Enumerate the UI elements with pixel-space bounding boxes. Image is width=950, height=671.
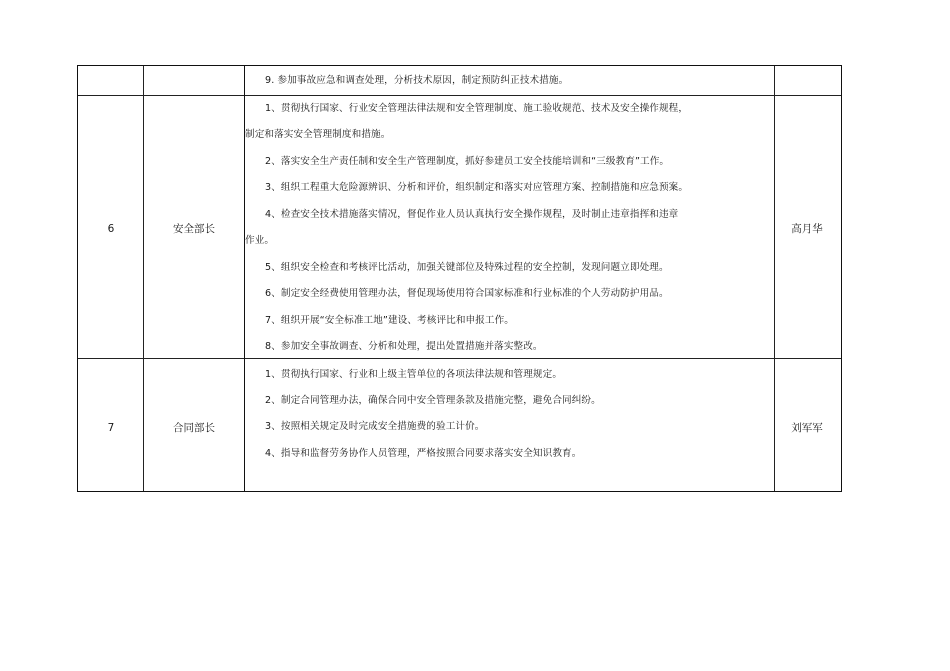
duty-line: 2、制定合同管理办法，确保合同中安全管理条款及措施完整，避免合同纠纷。 (265, 395, 601, 406)
department-cell: 合同部长 (173, 422, 215, 434)
duty-line: 3、按照相关规定及时完成安全措施费的验工计价。 (265, 421, 485, 432)
responsible-person-cell: 刘军军 (791, 422, 823, 434)
duty-line: 4、指导和监督劳务协作人员管理，严格按照合同要求落实安全知识教育。 (265, 448, 582, 459)
row-number: 7 (107, 422, 115, 434)
column-divider (774, 66, 775, 491)
department-cell: 安全部长 (173, 223, 215, 235)
duty-line: 4、检查安全技术措施落实情况，督促作业人员认真执行安全操作规程，及时制止违章指挥和违章 (265, 209, 679, 220)
duty-line: 7、组织开展“安全标准工地”建设、考核评比和申报工作。 (265, 315, 514, 326)
column-divider (143, 66, 144, 491)
duty-line: 8、参加安全事故调查、分析和处理，提出处置措施并落实整改。 (265, 341, 543, 352)
duty-line: 6、制定安全经费使用管理办法，督促现场使用符合国家标准和行业标准的个人劳动防护用品。 (265, 288, 669, 299)
duty-line: 5、组织安全检查和考核评比活动，加强关键部位及特殊过程的安全控制，发现问题立即处理。 (265, 262, 669, 273)
duty-line: 9. 参加事故应急和调查处理，分析技术原因，制定预防纠正技术措施。 (265, 75, 569, 86)
duty-line: 2、落实安全生产责任制和安全生产管理制度，抓好参建员工安全技能培训和“三级教育”工作。 (265, 156, 670, 167)
row-number: 6 (107, 223, 115, 235)
duty-line: 1、贯彻执行国家、行业和上级主管单位的各项法律法规和管理规定。 (265, 369, 563, 380)
duty-line: 作业。 (245, 235, 275, 246)
responsibility-table (77, 65, 842, 492)
row-divider (78, 95, 841, 96)
row-divider (78, 358, 841, 359)
duty-line: 1、贯彻执行国家、行业安全管理法律法规和安全管理制度、施工验收规范、技术及安全操作规程， (265, 103, 689, 114)
duty-line: 制定和落实安全管理制度和措施。 (245, 129, 391, 140)
responsible-person-cell: 高月华 (791, 223, 823, 235)
duty-line: 3、组织工程重大危险源辨识、分析和评价，组织制定和落实对应管理方案、控制措施和应急预案。 (265, 182, 689, 193)
